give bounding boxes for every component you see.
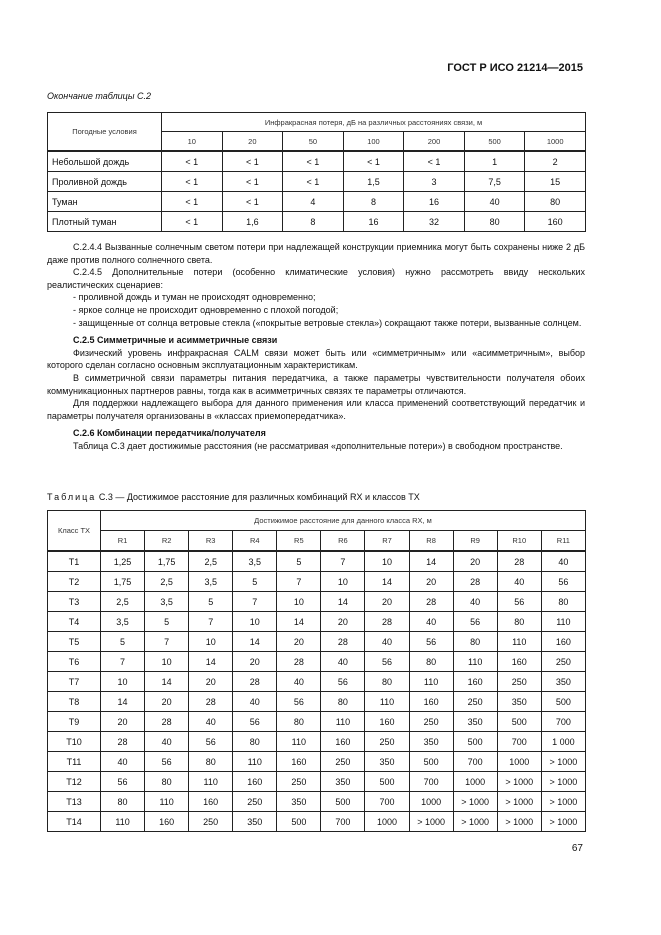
table-cell: 110 bbox=[277, 732, 321, 752]
table-cell: 10 bbox=[145, 652, 189, 672]
table-cell: 3,5 bbox=[233, 551, 277, 572]
section-heading: С.2.6 Комбинации передатчика/получателя bbox=[73, 428, 266, 439]
table-cell: 28 bbox=[189, 692, 233, 712]
section-heading: С.2.5 Симметричные и асимметричные связи bbox=[73, 335, 278, 346]
table-cell: 3,5 bbox=[145, 592, 189, 612]
paragraph: С.2.4.5 Дополнительные потери (особенно климатические условия) нужно рассмотреть ввиду нескольких реалистических сценариев: bbox=[47, 267, 585, 290]
table-cell: 28 bbox=[497, 551, 541, 572]
table-cell: 500 bbox=[453, 732, 497, 752]
table-cell: 20 bbox=[365, 592, 409, 612]
column-header: R1 bbox=[101, 531, 145, 552]
table-cell: 250 bbox=[453, 692, 497, 712]
table-cell: 500 bbox=[497, 712, 541, 732]
table-cell: 80 bbox=[145, 772, 189, 792]
table-cell: 20 bbox=[233, 652, 277, 672]
table-cell: 2 bbox=[525, 151, 586, 172]
table-cell: 250 bbox=[365, 732, 409, 752]
table-cell: 8 bbox=[343, 192, 404, 212]
table-cell: < 1 bbox=[222, 172, 283, 192]
table-cell: 28 bbox=[365, 612, 409, 632]
table-row bbox=[48, 192, 586, 212]
standard-header: ГОСТ Р ИСО 21214—2015 bbox=[447, 62, 583, 74]
table-cell: 7 bbox=[101, 652, 145, 672]
table-cell: 28 bbox=[233, 672, 277, 692]
column-header: 10 bbox=[162, 132, 223, 152]
table-cell: 250 bbox=[541, 652, 585, 672]
table-cell: 10 bbox=[101, 672, 145, 692]
table-cell: 160 bbox=[277, 752, 321, 772]
table-cell: 250 bbox=[233, 792, 277, 812]
table-cell: 500 bbox=[541, 692, 585, 712]
table-row bbox=[48, 732, 586, 752]
table-cell: 110 bbox=[497, 632, 541, 652]
table-row bbox=[48, 672, 586, 692]
table-cell: 250 bbox=[321, 752, 365, 772]
table-cell: 40 bbox=[464, 192, 525, 212]
table-row bbox=[48, 772, 586, 792]
table-cell: 1,75 bbox=[101, 572, 145, 592]
table-cell: 80 bbox=[365, 672, 409, 692]
column-group-header: Инфракрасная потеря, дБ на различных расстояниях связи, м bbox=[162, 113, 586, 132]
table-cell: 56 bbox=[277, 692, 321, 712]
row-label: Проливной дождь bbox=[48, 172, 162, 192]
table-cell: 700 bbox=[453, 752, 497, 772]
table-cell: 80 bbox=[409, 652, 453, 672]
row-label: T3 bbox=[48, 592, 101, 612]
table-cell: > 1000 bbox=[497, 812, 541, 832]
table-c3 bbox=[47, 510, 586, 832]
list-item: - яркое солнце не происходит одновременно с плохой погодой; bbox=[73, 304, 339, 315]
table-cell: 1000 bbox=[453, 772, 497, 792]
table-cell: 1000 bbox=[409, 792, 453, 812]
table-cell: 40 bbox=[189, 712, 233, 732]
table-cell: 20 bbox=[453, 551, 497, 572]
table-cell: 28 bbox=[453, 572, 497, 592]
column-header: R4 bbox=[233, 531, 277, 552]
row-label: T1 bbox=[48, 551, 101, 572]
table-c3-caption bbox=[47, 492, 420, 502]
table-cell: 1,75 bbox=[145, 551, 189, 572]
list-item: - проливной дождь и туман не происходят одновременно; bbox=[73, 292, 316, 303]
table-cell: 56 bbox=[321, 672, 365, 692]
row-label: T14 bbox=[48, 812, 101, 832]
table-cell: 350 bbox=[541, 672, 585, 692]
row-label: T13 bbox=[48, 792, 101, 812]
table-row bbox=[48, 572, 586, 592]
table-cell: 350 bbox=[321, 772, 365, 792]
table-cell: 20 bbox=[321, 612, 365, 632]
table-row bbox=[48, 712, 586, 732]
table-cell: 160 bbox=[541, 632, 585, 652]
table-cell: 10 bbox=[233, 612, 277, 632]
table-cell: 160 bbox=[525, 212, 586, 232]
table-cell: 500 bbox=[277, 812, 321, 832]
table-cell: 7 bbox=[189, 612, 233, 632]
row-label: T10 bbox=[48, 732, 101, 752]
table-cell: 40 bbox=[321, 652, 365, 672]
column-header: R2 bbox=[145, 531, 189, 552]
table-cell: 110 bbox=[409, 672, 453, 692]
table-cell: 28 bbox=[145, 712, 189, 732]
caption-prefix: Таблица bbox=[47, 492, 97, 502]
table-cell: 110 bbox=[321, 712, 365, 732]
table-row bbox=[48, 692, 586, 712]
table-cell: 110 bbox=[189, 772, 233, 792]
row-label: T4 bbox=[48, 612, 101, 632]
row-label: T6 bbox=[48, 652, 101, 672]
table-cell: 1,25 bbox=[101, 551, 145, 572]
row-label: T8 bbox=[48, 692, 101, 712]
table-cell: 56 bbox=[541, 572, 585, 592]
table-cell: 5 bbox=[145, 612, 189, 632]
table-row bbox=[48, 551, 586, 572]
table-cell: 28 bbox=[101, 732, 145, 752]
table-row bbox=[48, 812, 586, 832]
body-text bbox=[47, 241, 585, 453]
table-cell: 7 bbox=[145, 632, 189, 652]
table-cell: 110 bbox=[453, 652, 497, 672]
table-cell: 20 bbox=[101, 712, 145, 732]
table-cell: 40 bbox=[233, 692, 277, 712]
table-cell: 1 bbox=[464, 151, 525, 172]
caption-text: С.3 — Достижимое расстояние для различных комбинаций RX и классов TX bbox=[98, 492, 420, 502]
table-cell: 40 bbox=[497, 572, 541, 592]
table-cell: 80 bbox=[321, 692, 365, 712]
table-cell: 28 bbox=[277, 652, 321, 672]
table-cell: 700 bbox=[365, 792, 409, 812]
row-label: Небольшой дождь bbox=[48, 151, 162, 172]
row-label: T12 bbox=[48, 772, 101, 792]
table-cell: 40 bbox=[145, 732, 189, 752]
table-cell: 40 bbox=[541, 551, 585, 572]
table-cell: > 1000 bbox=[541, 772, 585, 792]
table-cell: 32 bbox=[404, 212, 465, 232]
table-cell: 56 bbox=[497, 592, 541, 612]
column-header: 500 bbox=[464, 132, 525, 152]
table-row bbox=[48, 792, 586, 812]
column-header-first: Погодные условия bbox=[48, 113, 162, 152]
table-cell: > 1000 bbox=[541, 752, 585, 772]
table-cell: 350 bbox=[409, 732, 453, 752]
column-header: R3 bbox=[189, 531, 233, 552]
column-group-header: Достижимое расстояние для данного класса RX, м bbox=[101, 511, 586, 531]
table-cell: < 1 bbox=[222, 151, 283, 172]
table-row bbox=[48, 592, 586, 612]
table-cell: 56 bbox=[189, 732, 233, 752]
table-cell: 2,5 bbox=[145, 572, 189, 592]
table-row bbox=[48, 172, 586, 192]
table-row bbox=[48, 652, 586, 672]
table-cell: 80 bbox=[101, 792, 145, 812]
table-cell: 3,5 bbox=[189, 572, 233, 592]
table-row bbox=[48, 212, 586, 232]
table-cell: 500 bbox=[365, 772, 409, 792]
table-cell: 10 bbox=[365, 551, 409, 572]
table-cell: 2,5 bbox=[101, 592, 145, 612]
table-cell: 110 bbox=[365, 692, 409, 712]
table-cell: 80 bbox=[525, 192, 586, 212]
table-cell: 56 bbox=[453, 612, 497, 632]
table-cell: 110 bbox=[541, 612, 585, 632]
table-cell: 56 bbox=[409, 632, 453, 652]
paragraph: Физический уровень инфракрасная CALM связи может быть или «симметричным» или «асимметричным», выбор которого сделан согласно основным эксплуатационным характеристикам. bbox=[47, 347, 585, 371]
table-cell: 40 bbox=[453, 592, 497, 612]
table-cell: 15 bbox=[525, 172, 586, 192]
table-cell: 14 bbox=[101, 692, 145, 712]
table-cell: 1,6 bbox=[222, 212, 283, 232]
table-cell: < 1 bbox=[283, 151, 344, 172]
table-cell: 500 bbox=[409, 752, 453, 772]
table-cell: 160 bbox=[453, 672, 497, 692]
table-cell: > 1000 bbox=[453, 812, 497, 832]
table-cell: 160 bbox=[321, 732, 365, 752]
paragraph: С.2.4.4 Вызванные солнечным светом потери при надлежащей конструкции приемника могут быть сохранены ниже 2 дБ даже против полного солнечного света. bbox=[47, 242, 585, 265]
table-cell: < 1 bbox=[222, 192, 283, 212]
table-cell: 350 bbox=[453, 712, 497, 732]
column-header: 20 bbox=[222, 132, 283, 152]
table-cell: 1 000 bbox=[541, 732, 585, 752]
table-cell: 110 bbox=[233, 752, 277, 772]
row-label: T2 bbox=[48, 572, 101, 592]
table-cell: > 1000 bbox=[541, 792, 585, 812]
table-cell: 350 bbox=[497, 692, 541, 712]
table-cell: 14 bbox=[233, 632, 277, 652]
table-cell: 1000 bbox=[365, 812, 409, 832]
table-row bbox=[48, 632, 586, 652]
table-cell: 14 bbox=[409, 551, 453, 572]
table-cell: 160 bbox=[145, 812, 189, 832]
table-cell: 700 bbox=[321, 812, 365, 832]
table-cell: 10 bbox=[277, 592, 321, 612]
table-cell: 80 bbox=[233, 732, 277, 752]
table-cell: 56 bbox=[145, 752, 189, 772]
table-cell: 20 bbox=[189, 672, 233, 692]
table-cell: < 1 bbox=[404, 151, 465, 172]
table-cell: 700 bbox=[409, 772, 453, 792]
header-row bbox=[48, 531, 586, 552]
table-cell: 80 bbox=[453, 632, 497, 652]
paragraph: Для поддержки надлежащего выбора для данного применения или класса применений соответствующий передатчик и параметры получателя организованы в «классах приемопередатчика». bbox=[47, 398, 585, 421]
table-cell: > 1000 bbox=[409, 812, 453, 832]
table-cell: 20 bbox=[145, 692, 189, 712]
table-cell: < 1 bbox=[162, 151, 223, 172]
table-cell: 5 bbox=[101, 632, 145, 652]
table-cell: 80 bbox=[497, 612, 541, 632]
table-row bbox=[48, 151, 586, 172]
row-label: T7 bbox=[48, 672, 101, 692]
table-cell: 5 bbox=[189, 592, 233, 612]
table-cell: < 1 bbox=[343, 151, 404, 172]
table-cell: 250 bbox=[189, 812, 233, 832]
table-cell: < 1 bbox=[162, 212, 223, 232]
table-cell: 40 bbox=[101, 752, 145, 772]
table-cell: 20 bbox=[277, 632, 321, 652]
row-label: T9 bbox=[48, 712, 101, 732]
table-cell: 40 bbox=[277, 672, 321, 692]
paragraph: В симметричной связи параметры питания передатчика, а также параметры чувствительности получателя обоих коммуникационных партнеров равны, тогда как в асимметричных связях те параметры отличаются. bbox=[47, 372, 585, 396]
table-cell: 160 bbox=[497, 652, 541, 672]
table-cell: 80 bbox=[464, 212, 525, 232]
table-cell: 350 bbox=[233, 812, 277, 832]
table-cell: 250 bbox=[277, 772, 321, 792]
row-label: Плотный туман bbox=[48, 212, 162, 232]
column-header: 100 bbox=[343, 132, 404, 152]
table-cell: 2,5 bbox=[189, 551, 233, 572]
table-cell: 14 bbox=[277, 612, 321, 632]
table-cell: 350 bbox=[277, 792, 321, 812]
table-cell: 350 bbox=[365, 752, 409, 772]
column-header: R11 bbox=[541, 531, 585, 552]
table-cell: 14 bbox=[365, 572, 409, 592]
column-header: R9 bbox=[453, 531, 497, 552]
column-header-first: Класс TX bbox=[48, 511, 101, 552]
table-cell: 700 bbox=[541, 712, 585, 732]
table-cell: 110 bbox=[145, 792, 189, 812]
table-cell: 16 bbox=[343, 212, 404, 232]
row-label: Туман bbox=[48, 192, 162, 212]
table-cell: 1,5 bbox=[343, 172, 404, 192]
table-cell: > 1000 bbox=[497, 792, 541, 812]
header-row bbox=[48, 113, 586, 132]
column-header: 50 bbox=[283, 132, 344, 152]
row-label: T11 bbox=[48, 752, 101, 772]
table-cell: 56 bbox=[233, 712, 277, 732]
list-item: - защищенные от солнца ветровые стекла («покрытые ветровые стекла») сокращают также потери, вызванные солнцем. bbox=[73, 317, 582, 328]
table-cell: 7 bbox=[277, 572, 321, 592]
table-cell: 5 bbox=[233, 572, 277, 592]
table-cell: 7,5 bbox=[464, 172, 525, 192]
table-cell: 7 bbox=[321, 551, 365, 572]
table-cell: 14 bbox=[189, 652, 233, 672]
table-cell: 20 bbox=[409, 572, 453, 592]
table-cell: 10 bbox=[321, 572, 365, 592]
table-c2-caption: Окончание таблицы С.2 bbox=[47, 91, 151, 101]
table-cell: 16 bbox=[404, 192, 465, 212]
table-cell: 28 bbox=[321, 632, 365, 652]
table-cell: > 1000 bbox=[541, 812, 585, 832]
table-cell: 110 bbox=[101, 812, 145, 832]
page-number: 67 bbox=[571, 843, 583, 854]
table-row bbox=[48, 752, 586, 772]
table-cell: 1000 bbox=[497, 752, 541, 772]
column-header: R10 bbox=[497, 531, 541, 552]
table-cell: 40 bbox=[365, 632, 409, 652]
table-cell: 160 bbox=[233, 772, 277, 792]
table-c2 bbox=[47, 112, 586, 232]
column-header: R6 bbox=[321, 531, 365, 552]
column-header: 1000 bbox=[525, 132, 586, 152]
table-cell: 80 bbox=[189, 752, 233, 772]
table-cell: 8 bbox=[283, 212, 344, 232]
table-row bbox=[48, 612, 586, 632]
table-cell: 3 bbox=[404, 172, 465, 192]
table-cell: < 1 bbox=[283, 172, 344, 192]
table-cell: 80 bbox=[541, 592, 585, 612]
column-header: R5 bbox=[277, 531, 321, 552]
table-cell: 56 bbox=[365, 652, 409, 672]
table-cell: 160 bbox=[409, 692, 453, 712]
table-cell: 56 bbox=[101, 772, 145, 792]
table-cell: 7 bbox=[233, 592, 277, 612]
table-cell: 250 bbox=[497, 672, 541, 692]
header-row bbox=[48, 511, 586, 531]
paragraph: Таблица С.3 дает достижимые расстояния (не рассматривая «дополнительные потери») в свободном пространстве. bbox=[73, 440, 563, 451]
table-cell: 160 bbox=[189, 792, 233, 812]
table-cell: 160 bbox=[365, 712, 409, 732]
table-cell: 40 bbox=[409, 612, 453, 632]
table-cell: 5 bbox=[277, 551, 321, 572]
column-header: 200 bbox=[404, 132, 465, 152]
table-cell: 80 bbox=[277, 712, 321, 732]
table-cell: 3,5 bbox=[101, 612, 145, 632]
table-cell: < 1 bbox=[162, 192, 223, 212]
table-cell: 4 bbox=[283, 192, 344, 212]
table-cell: 10 bbox=[189, 632, 233, 652]
table-cell: 14 bbox=[145, 672, 189, 692]
column-header: R8 bbox=[409, 531, 453, 552]
table-cell: 28 bbox=[409, 592, 453, 612]
row-label: T5 bbox=[48, 632, 101, 652]
table-cell: 700 bbox=[497, 732, 541, 752]
table-cell: > 1000 bbox=[497, 772, 541, 792]
table-cell: 250 bbox=[409, 712, 453, 732]
table-cell: 14 bbox=[321, 592, 365, 612]
column-header: R7 bbox=[365, 531, 409, 552]
table-cell: 500 bbox=[321, 792, 365, 812]
table-cell: > 1000 bbox=[453, 792, 497, 812]
table-cell: < 1 bbox=[162, 172, 223, 192]
